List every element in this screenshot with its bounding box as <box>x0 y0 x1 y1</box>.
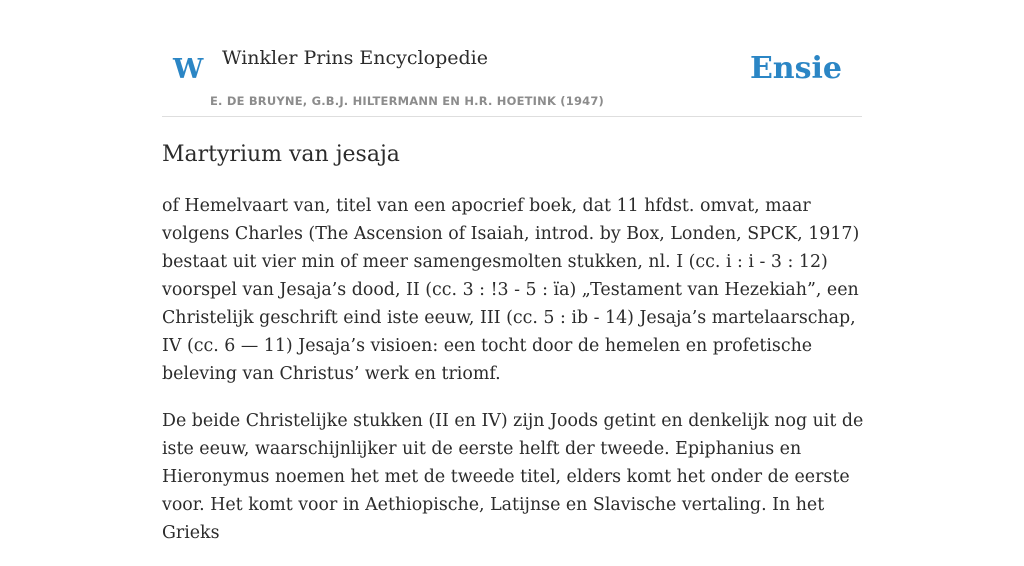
ensie-brand-logo[interactable]: Ensie <box>749 51 842 86</box>
source-title[interactable]: Winkler Prins Encyclopedie <box>222 47 488 69</box>
source-header <box>162 0 862 117</box>
winkler-prins-logo[interactable]: W <box>173 54 204 85</box>
source-authors: E. DE BRUYNE, G.B.J. HILTERMANN EN H.R. HOETINK (1947) <box>210 94 605 108</box>
article-paragraph: of Hemelvaart van, titel van een apocrief boek, dat 11 hfdst. omvat, maar volgens Charles (The Ascension of Isaiah, introd. by Box, Londen, SPCK, 1917) bestaat uit vier min of meer samengesmolten stukken, nl. I (cc. i : i - 3 : 12) voorspel van Jesaja’s dood, II (cc. 3 : !3 - 5 : ïa) „Testament van Hezekiah”, een Christelijk geschrift eind iste eeuw, III (cc. 5 : ib - 14) Jesaja’s martelaarschap, IV (cc. 6 — 11) Jesaja’s visioen: een tocht door de hemelen en profetische beleving van Christus’ werk en triomf. <box>162 196 860 384</box>
article-title: Martyrium van jesaja <box>162 142 400 167</box>
article-body <box>162 192 868 566</box>
article-paragraph: De beide Christelijke stukken (II en IV) zijn Joods getint en denkelijk nog uit de iste eeuw, waarschijnlijker uit de eerste helft der tweede. Epiphanius en Hieronymus noemen het met de tweede titel, elders komt het onder de eerste voor. Het komt voor in Aethiopische, Latijnse en Slavische vertaling. In het Grieks <box>162 411 864 543</box>
